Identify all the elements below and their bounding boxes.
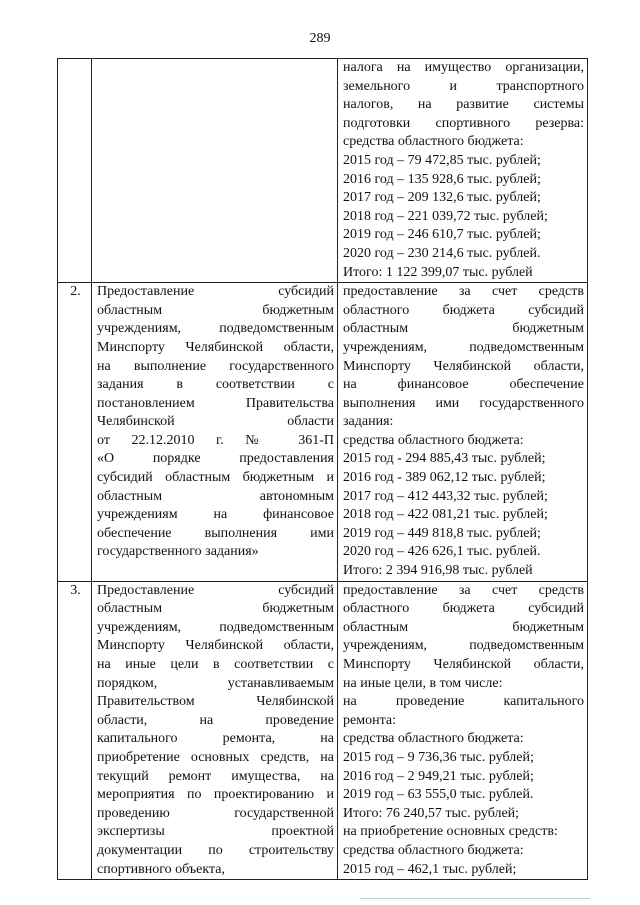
text-line: учреждениям, подведомственным [343, 638, 584, 654]
text-line: документации по строительству [97, 842, 334, 858]
text-line: 2015 год – 79 472,85 тыс. рублей; [343, 152, 541, 168]
table-row [58, 581, 588, 880]
activity-description-cell [92, 59, 338, 283]
text-line: средства областного бюджета: [343, 134, 524, 150]
text-line: проведению государственной [97, 805, 334, 821]
text-line: средства областного бюджета: [343, 731, 524, 747]
funding-cell [338, 59, 588, 283]
activity-description-cell [92, 581, 338, 880]
text-line: государственного задания» [97, 544, 259, 560]
text-line: Итого: 1 122 399,07 тыс. рублей [343, 264, 533, 280]
scan-artifact-line [360, 898, 590, 899]
text-line: 2018 год – 422 081,21 тыс. рублей; [343, 507, 548, 523]
row-number-cell: 2. [58, 283, 92, 582]
text-line: 2019 год – 449 818,8 тыс. рублей; [343, 525, 541, 541]
text-line: области, на проведение [97, 712, 334, 728]
text-line: налога на имущество организации, [343, 60, 584, 75]
program-activities-table [57, 58, 588, 880]
text-line: Итого: 2 394 916,98 тыс. рублей [343, 563, 533, 579]
funding-cell [338, 581, 588, 880]
text-line: обеспечение выполнения ими [97, 525, 334, 541]
text-line: областным бюджетным [97, 601, 334, 617]
text-line: учреждениям на финансовое [97, 507, 334, 523]
text-line: 2016 год – 2 949,21 тыс. рублей; [343, 768, 534, 784]
text-line: Минспорту Челябинской области, [97, 339, 334, 355]
text-line: 2015 год – 462,1 тыс. рублей; [343, 861, 517, 877]
text-line: областным бюджетным [343, 619, 584, 635]
text-line: 2017 год – 412 443,32 тыс. рублей; [343, 488, 548, 504]
text-line: предоставление за счет средств [343, 284, 584, 300]
text-line: порядком, устанавливаемым [97, 675, 334, 691]
text-line: подготовки спортивного резерва: [343, 115, 584, 131]
text-line: Правительством Челябинской [97, 694, 334, 710]
text-line: 2018 год – 221 039,72 тыс. рублей; [343, 208, 548, 224]
text-line: текущий ремонт имущества, на [97, 768, 334, 784]
text-line: на выполнение государственного [97, 358, 334, 374]
text-line: 2020 год – 230 214,6 тыс. рублей. [343, 245, 541, 261]
funding-cell [338, 283, 588, 582]
text-line: 2020 год – 426 626,1 тыс. рублей. [343, 544, 541, 560]
text-line: 2015 год - 294 885,43 тыс. рублей; [343, 451, 546, 467]
text-line: 2016 год - 389 062,12 тыс. рублей; [343, 470, 546, 486]
text-line: спортивного объекта, [97, 861, 225, 877]
text-line: приобретение основных средств, на [97, 749, 334, 765]
text-line: Челябинской области [97, 414, 334, 430]
text-line: учреждениям, подведомственным [97, 619, 334, 635]
page-number: 289 [309, 31, 331, 46]
text-line: учреждениям, подведомственным [343, 339, 584, 355]
text-line: капитального ремонта, на [97, 731, 334, 747]
text-line: от 22.12.2010 г. № 361-П [97, 432, 334, 448]
table-row [58, 59, 588, 283]
text-line: экспертизы проектной [97, 824, 334, 840]
text-line: учреждениям, подведомственным [97, 321, 334, 337]
text-line: 2019 год – 63 555,0 тыс. рублей. [343, 787, 534, 803]
row-number-cell: 3. [58, 581, 92, 880]
text-line: областным бюджетным [343, 321, 584, 337]
text-line: Предоставление субсидий [97, 284, 334, 300]
text-line: задания в соответствии с [97, 377, 334, 393]
text-line: областного бюджета субсидий [343, 601, 584, 617]
text-line: на финансовое обеспечение [343, 377, 584, 393]
text-line: налогов, на развитие системы [343, 97, 584, 113]
text-line: средства областного бюджета: [343, 432, 524, 448]
text-line: Итого: 76 240,57 тыс. рублей; [343, 805, 520, 821]
table-row [58, 283, 588, 582]
text-line: областным бюджетным [97, 302, 334, 318]
text-line: на проведение капитального [343, 694, 584, 710]
text-line: Минспорту Челябинской области, [97, 638, 334, 654]
text-line: земельного и транспортного [343, 78, 584, 94]
text-line: субсидий областным бюджетным и [97, 470, 334, 486]
text-line: постановлением Правительства [97, 395, 334, 411]
row-number-cell [58, 59, 92, 283]
text-line: областным автономным [97, 488, 334, 504]
text-line: 2017 год – 209 132,6 тыс. рублей; [343, 190, 541, 206]
text-line: областного бюджета субсидий [343, 302, 584, 318]
text-line: «О порядке предоставления [97, 451, 334, 467]
text-line: Минспорту Челябинской области, [343, 657, 584, 672]
text-line: мероприятия по проектированию и [97, 787, 334, 803]
activity-description-cell [92, 283, 338, 582]
text-line: 2016 год – 135 928,6 тыс. рублей; [343, 171, 541, 187]
text-line: на приобретение основных средств: [343, 824, 558, 840]
text-line: средства областного бюджета: [343, 842, 524, 858]
text-line: 2019 год – 246 610,7 тыс. рублей; [343, 227, 541, 243]
text-line: ремонта: [343, 712, 396, 728]
text-line: 2015 год – 9 736,36 тыс. рублей; [343, 749, 534, 765]
text-line: выполнения ими государственного [343, 395, 584, 411]
text-line: предоставление за счет средств [343, 582, 584, 598]
text-line: на иные цели, в том числе: [343, 675, 503, 691]
text-line: на иные цели в соответствии с [97, 657, 334, 672]
text-line: Предоставление субсидий [97, 582, 334, 598]
text-line: Минспорту Челябинской области, [343, 358, 584, 374]
text-line: задания: [343, 414, 394, 430]
